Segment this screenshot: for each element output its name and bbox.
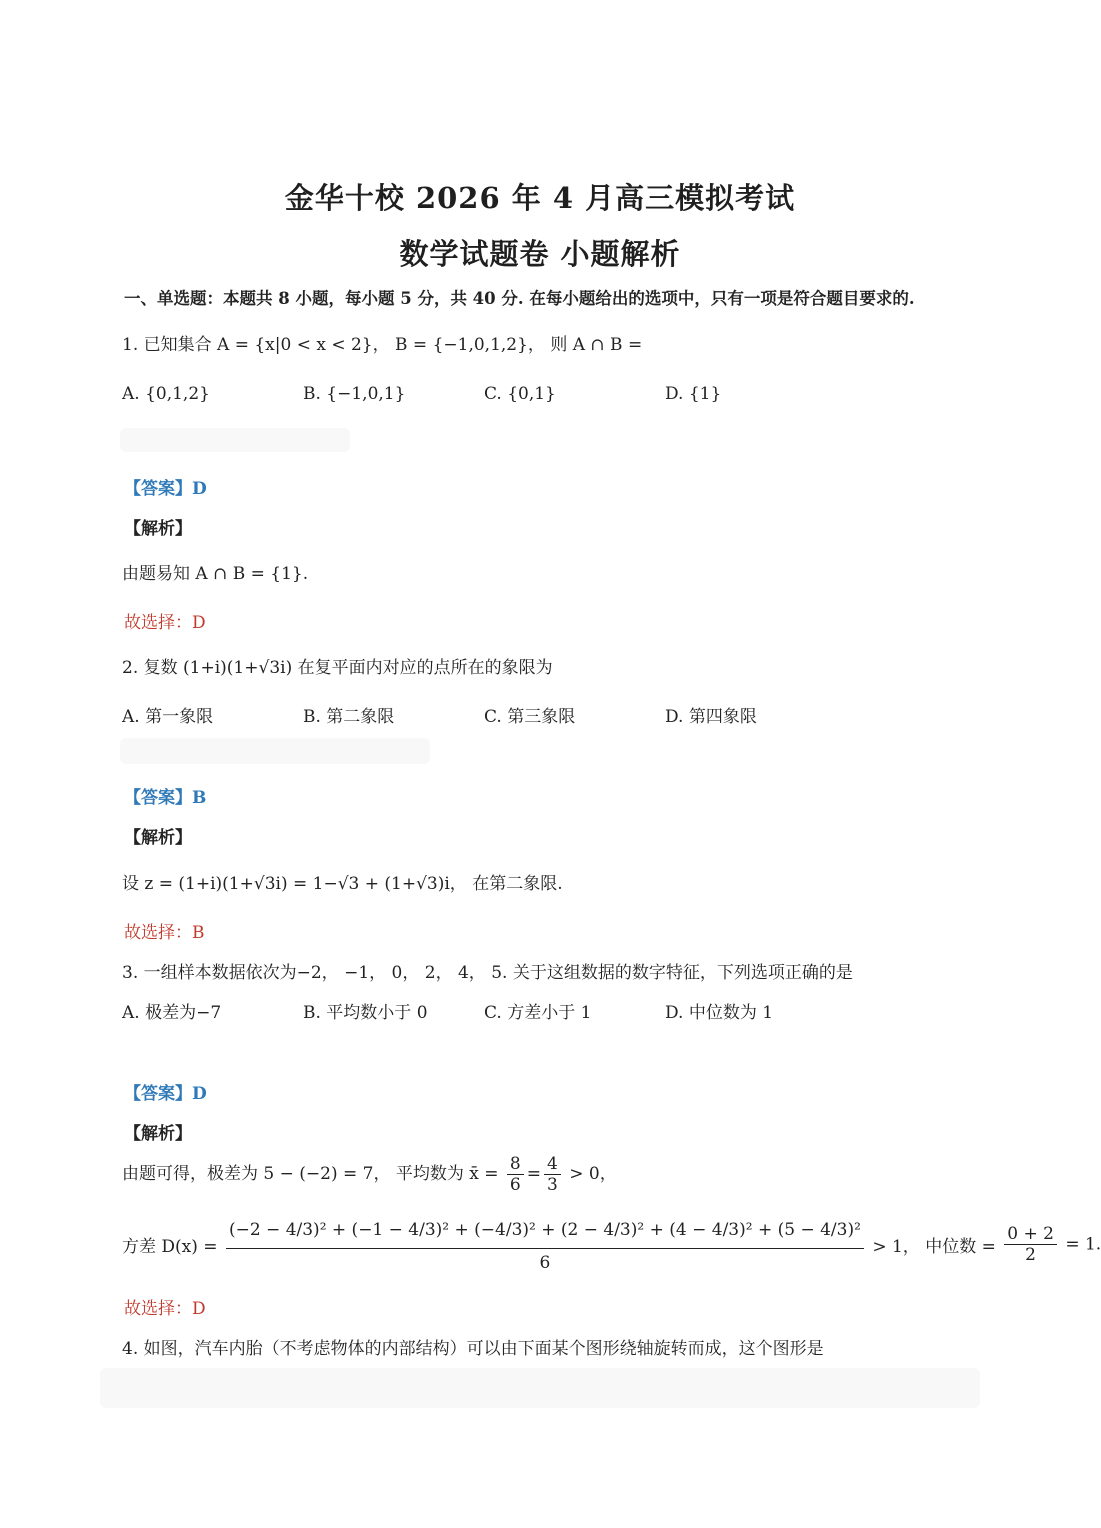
question-2-stem: 2. 复数 (1+i)(1+√3i) 在复平面内对应的点所在的象限为 bbox=[122, 658, 553, 678]
mean-fraction-2-numerator: 4 bbox=[544, 1154, 561, 1175]
question-2-analysis: 设 z = (1+i)(1+√3i) = 1−√3 + (1+√3)i， 在第二象限. bbox=[122, 874, 563, 894]
question-3-analysis-line-1: 由题可得，极差为 5 − (−2) = 7， 平均数为 x̄ = $\frac{8}{6}$ = $\frac{4}{3}$ > 0， bbox=[122, 1154, 617, 1195]
question-1-analysis: 由题易知 A ∩ B = {1}. bbox=[122, 564, 309, 584]
question-1-option-b: B. {−1,0,1} bbox=[303, 384, 406, 404]
section-heading: 一、单选题：本题共 8 小题，每小题 5 分，共 40 分. 在每小题给出的选项中，只有一项是符合题目要求的. bbox=[124, 289, 915, 308]
median-fraction bbox=[1004, 1224, 1057, 1265]
variance-fraction bbox=[226, 1212, 864, 1277]
mean-fraction-2-denominator: 3 bbox=[547, 1175, 558, 1195]
question-2-option-c: C. 第三象限 bbox=[484, 707, 576, 727]
question-1-option-a: A. {0,1,2} bbox=[122, 384, 210, 404]
question-1-stem: 1. 已知集合 A = {x|0 < x < 2}， B = {−1,0,1,2}， 则 A ∩ B = bbox=[122, 335, 643, 355]
question-1-analysis-label: 【解析】 bbox=[124, 519, 192, 539]
question-2-choice: 故选择：B bbox=[124, 923, 205, 943]
mean-fraction-1-numerator: 8 bbox=[507, 1154, 524, 1175]
scan-smudge bbox=[100, 1368, 980, 1408]
scan-smudge bbox=[120, 428, 350, 452]
scan-smudge bbox=[120, 738, 430, 764]
question-4-stem: 4. 如图，汽车内胎（不考虑物体的内部结构）可以由下面某个图形绕轴旋转而成，这个图形是 bbox=[122, 1339, 824, 1359]
variance-numerator: (−2 − 4/3)² + (−1 − 4/3)² + (−4/3)² + (2 − 4/3)² + (4 − 4/3)² + (5 − 4/3)² bbox=[226, 1212, 864, 1249]
range-mean-text: 由题可得，极差为 5 − (−2) = 7， 平均数为 x̄ = bbox=[122, 1164, 499, 1184]
question-3-variance-line bbox=[122, 1212, 1101, 1277]
median-numerator: 0 + 2 bbox=[1004, 1224, 1057, 1245]
question-2-option-d: D. 第四象限 bbox=[665, 707, 757, 727]
variance-comparison: > 1， 中位数 = bbox=[872, 1237, 996, 1257]
question-1-choice: 故选择：D bbox=[124, 613, 206, 633]
question-1-option-c: C. {0,1} bbox=[484, 384, 556, 404]
question-2-option-a: A. 第一象限 bbox=[122, 707, 214, 727]
question-2-option-b: B. 第二象限 bbox=[303, 707, 395, 727]
question-1-option-d: D. {1} bbox=[665, 384, 722, 404]
question-3-option-a: A. 极差为−7 bbox=[122, 1003, 222, 1023]
question-3-choice: 故选择：D bbox=[124, 1299, 206, 1319]
mean-fraction-1 bbox=[507, 1154, 524, 1195]
question-3-option-b: B. 平均数小于 0 bbox=[303, 1003, 428, 1023]
mean-fraction-1-denominator: 6 bbox=[509, 1175, 521, 1195]
question-3-answer: 【答案】D bbox=[124, 1084, 207, 1104]
question-3-analysis-label: 【解析】 bbox=[124, 1124, 192, 1144]
median-denominator: 2 bbox=[1025, 1245, 1036, 1265]
question-2-analysis-label: 【解析】 bbox=[124, 828, 192, 848]
question-3-option-c: C. 方差小于 1 bbox=[484, 1003, 592, 1023]
question-3-option-d: D. 中位数为 1 bbox=[665, 1003, 774, 1023]
question-2-answer: 【答案】B bbox=[124, 788, 207, 808]
page-subtitle: 数学试题卷 小题解析 bbox=[399, 237, 681, 271]
variance-denominator: 6 bbox=[539, 1253, 551, 1273]
question-1-answer: 【答案】D bbox=[124, 479, 207, 499]
mean-fraction-2 bbox=[544, 1154, 561, 1195]
variance-label: 方差 D(x) = bbox=[122, 1237, 218, 1257]
mean-comparison: > 0， bbox=[569, 1164, 617, 1184]
median-result: = 1. bbox=[1065, 1234, 1101, 1255]
page-title: 金华十校 2026 年 4 月高三模拟考试 bbox=[284, 181, 796, 215]
question-3-stem: 3. 一组样本数据依次为−2， −1， 0， 2， 4， 5. 关于这组数据的数字特征，下列选项正确的是 bbox=[122, 963, 853, 983]
